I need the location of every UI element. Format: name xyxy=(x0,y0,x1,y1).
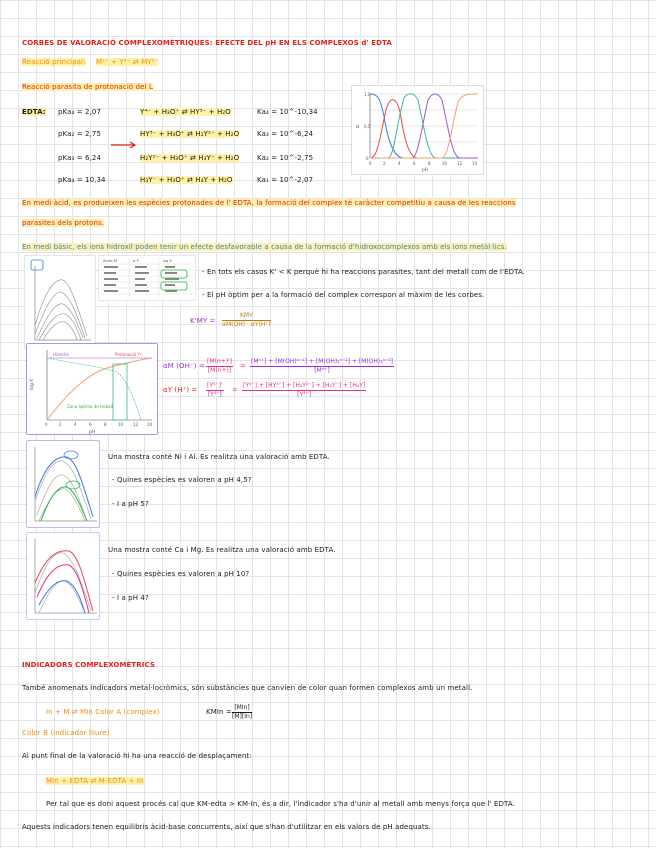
acid-text-line1 xyxy=(22,199,516,208)
kprime-lhs: K'MY = xyxy=(190,317,216,325)
alpha-m-frac1-den: [M(n+)] xyxy=(207,367,232,374)
edta-prefix-text: EDTA: xyxy=(22,108,46,116)
kprime-den: αM(OH) · αY(H⁺) xyxy=(222,321,271,328)
basic-text-span: En medi bàsic, els ions hidroxil poden tenir un efecte desfavorable a causa de la formació d'hidroxocomplexos amb els ions metàl·lics. xyxy=(22,243,507,251)
kmin-num: [MIn] xyxy=(232,704,252,713)
page-title: CORBES DE VALORACIÓ COMPLEXOMÈTRIQUES: EFECTE DEL pH EN ELS COMPLEXOS d' EDTA xyxy=(22,39,392,47)
indicators-line1: També anomenats indicadors metal·locròmics, són substàncies que canvien de color quan formen complexos amb un metall. xyxy=(22,684,473,692)
parasit-label-text: Reacció parasita de protonació del L xyxy=(22,83,153,91)
acid-text-line2-span: parasites dels protons. xyxy=(22,219,105,227)
logk-tick-6: 12 xyxy=(133,422,139,427)
logk-label-hydrolysis: Hidròlisi xyxy=(53,352,70,357)
indicators-line3: Per tal que es doni aquest procés cal que KM-edta > KM-In, és a dir, l'indicador s'ha d'unir al metall amb menys força que l' EDTA. xyxy=(46,800,515,808)
logk-ph-figure xyxy=(26,343,158,435)
alpha-m-frac2-den: [Mⁿ⁺] xyxy=(314,367,330,374)
svg-text:10: 10 xyxy=(442,161,448,166)
alpha-y-frac1 xyxy=(206,382,224,399)
ca-mg-figure xyxy=(26,532,100,620)
logk-tick-2: 4 xyxy=(74,422,77,427)
edta-k-1: Ka₄ = 10^-10,34 xyxy=(257,108,318,116)
example2-statement: Una mostra conté Ca i Mg. Es realitza una valoració amb EDTA. xyxy=(108,546,336,554)
alpha-y-frac1-num: [Y⁴⁻]' xyxy=(207,382,223,389)
example1-question1: - Quines espècies es valoren a pH 4,5? xyxy=(112,476,252,484)
indicators-colorB: Color B (indicador lliure) xyxy=(22,729,110,737)
kprime-num: KMY xyxy=(222,312,271,321)
bullet-optimal-ph: - El pH òptim per a la formació del complex correspon al màxim de les corbes. xyxy=(202,291,485,299)
acid-text-line2 xyxy=(22,219,104,228)
example2-question2: - I a pH 4? xyxy=(112,594,149,602)
alpha-y-eq: = xyxy=(232,386,238,394)
edta-k-4: Ka₁ = 10^-2,07 xyxy=(257,176,314,184)
principal-reaction xyxy=(22,58,158,67)
edta-pka-2: pKa₂ = 2,75 xyxy=(58,130,102,138)
indicators-line2: Al punt final de la valoració hi ha una reacció de desplaçament: xyxy=(22,752,252,760)
speciation-ylabel: α xyxy=(356,124,360,130)
edta-k-2: Ka₃ = 10^-6,24 xyxy=(257,130,314,138)
alpha-m-frac2-num: [Mⁿ⁺] + [M(OH)ⁿ⁻¹] + [M(OH)₂ⁿ⁻²] + [M(OH)₃ⁿ⁻³] xyxy=(251,358,393,365)
alpha-m-lhs: αM (OH⁻) = xyxy=(163,362,205,370)
logk-tick-1: 2 xyxy=(59,422,62,427)
logk-xlabel: pH xyxy=(89,430,96,434)
indicators-reaction2 xyxy=(46,777,144,786)
alpha-y-frac2-num: [Y⁴⁻] + [HY³⁻] + [H₂Y²⁻] + [H₃Y⁻] + [H₄Y] xyxy=(243,382,366,389)
svg-text:6: 6 xyxy=(413,161,416,166)
edta-pka-4: pKa₄ = 10,34 xyxy=(58,176,106,184)
ions-table-figure xyxy=(98,255,196,301)
edta-pka-3: pKa₃ = 6,24 xyxy=(58,154,102,162)
alpha-y-lhs: αY (H⁺) = xyxy=(163,386,198,394)
speciation-xlabel: pH xyxy=(422,168,429,173)
table-header-3: log K xyxy=(163,259,172,263)
kmin-lhs: KMIn = xyxy=(206,708,232,716)
indicators-reaction2-text: MIn + EDTA ⇄ M-EDTA + In xyxy=(46,777,144,785)
logk-tick-0: 0 xyxy=(45,422,48,427)
example1-question2: - I a pH 5? xyxy=(112,500,149,508)
table-header-1: Ácido M xyxy=(103,259,117,263)
svg-text:0: 0 xyxy=(366,156,369,161)
edta-pka-1: pKa₄ = 2,07 xyxy=(58,108,102,116)
speciation-figure xyxy=(351,85,484,175)
kmin-fraction xyxy=(232,704,252,721)
alpha-m-frac2 xyxy=(250,358,394,375)
alpha-y-frac2-den: [Y⁴⁻] xyxy=(297,391,312,398)
alpha-m-frac1 xyxy=(206,358,233,375)
svg-text:4: 4 xyxy=(398,161,401,166)
edta-eq-4 xyxy=(140,176,233,185)
svg-text:1,0: 1,0 xyxy=(364,92,371,97)
logk-tick-7: 14 xyxy=(147,422,153,427)
indicators-reaction-text: In + M ⇄ MIn Color A (complex) xyxy=(46,708,160,716)
bullet-kprime: - En tots els casos K' < K perquè hi ha reaccions parasites, tant del metall com de l'EDTA. xyxy=(202,268,526,276)
basic-text xyxy=(22,243,507,252)
example1-statement: Una mostra conté Ni i Al. Es realitza una valoració amb EDTA. xyxy=(108,453,330,461)
indicators-reaction xyxy=(46,708,160,717)
svg-text:12: 12 xyxy=(457,161,463,166)
principal-equation: M²⁺ + Y⁴⁻ ⇄ MY²⁻ xyxy=(95,58,159,66)
edta-eq-4-text: H₃Y⁻ + H₃O⁺ ⇄ H₄Y + H₂O xyxy=(140,176,233,184)
parasit-label xyxy=(22,83,153,92)
edta-eq-3 xyxy=(140,154,239,163)
indicators-heading: INDICADORS COMPLEXOMÈTRICS xyxy=(22,661,156,669)
edta-eq-3-text: H₂Y²⁻ + H₃O⁺ ⇄ H₃Y⁻ + H₂O xyxy=(140,154,240,162)
logk-label-zone: Zona òptima de treball xyxy=(67,404,113,409)
acid-text-line1-span: En medi àcid, es produeixen les espècies protonades de l' EDTA, la formació del complex té caràcter competitiu a causa de les reaccions xyxy=(22,199,516,207)
svg-text:0,5: 0,5 xyxy=(364,124,371,129)
edta-eq-2 xyxy=(140,130,239,139)
arrow-right-icon xyxy=(110,140,138,150)
alpha-y-frac1-den: [Y⁴⁻] xyxy=(207,391,222,398)
edta-eq-1 xyxy=(140,108,231,117)
alpha-y-frac2 xyxy=(242,382,366,399)
alpha-m-eq: = xyxy=(240,362,246,370)
logk-curves-figure-1 xyxy=(24,255,96,349)
kprime-fraction xyxy=(222,312,271,329)
example2-question1: - Quines espècies es valoren a pH 10? xyxy=(112,570,250,578)
logk-tick-5: 10 xyxy=(118,422,124,427)
logk-ylabel: log K' xyxy=(30,377,35,390)
svg-text:2: 2 xyxy=(383,161,386,166)
edta-eq-1-text: Y⁴⁻ + H₃O⁺ ⇄ HY³⁻ + H₂O xyxy=(140,108,231,116)
logk-label-protonation: Protonació Y⁴⁻ xyxy=(115,352,144,357)
principal-label: Reacció principal: xyxy=(22,58,86,66)
svg-text:0: 0 xyxy=(369,161,372,166)
alpha-m-frac1-num: [M(n+)'] xyxy=(207,358,233,365)
logk-tick-4: 8 xyxy=(104,422,107,427)
edta-k-3: Ka₂ = 10^-2,75 xyxy=(257,154,314,162)
ni-al-figure xyxy=(26,440,100,528)
kmin-den: [M][In] xyxy=(232,713,253,720)
svg-text:8: 8 xyxy=(428,161,431,166)
edta-prefix xyxy=(22,108,46,117)
edta-eq-2-text: HY³⁻ + H₃O⁺ ⇄ H₂Y²⁻ + H₂O xyxy=(140,130,240,138)
table-header-2: α-Y xyxy=(133,259,139,263)
indicators-line4: Aquests indicadors tenen equilibris àcid-base concurrents, així que s'han d'utilitzar en els valors de pH adequats. xyxy=(22,823,431,831)
svg-text:14: 14 xyxy=(472,161,478,166)
logk-tick-3: 6 xyxy=(89,422,92,427)
